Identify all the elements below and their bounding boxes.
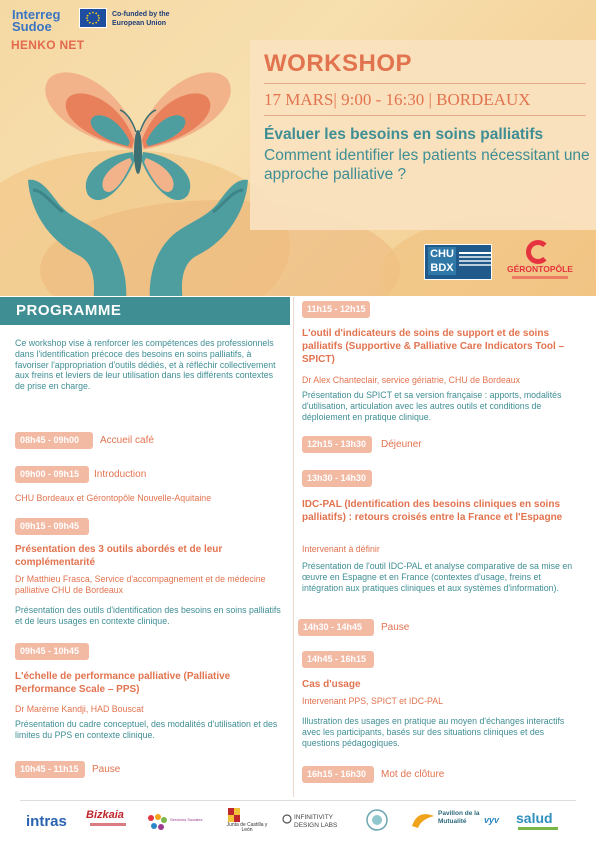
title-card — [250, 40, 596, 230]
chu-logo-mark — [428, 247, 456, 275]
junta-castilla-leon-logo: Junta de Castilla y León — [226, 822, 268, 833]
time-pill: 10h45 - 11h15 — [15, 761, 85, 778]
butterfly-hands-illustration — [8, 40, 268, 296]
time-pill: 09h15 - 09h45 — [15, 518, 89, 535]
pavillon-mutualite-logo: Pavillon de la Mutualité — [438, 810, 480, 825]
vyv-logo: vyv — [484, 815, 500, 825]
salud-logo: salud — [516, 810, 553, 826]
session-description: Présentation du cadre conceptuel, des modalités d'utilisation et des limites du PPS en contexte clinique. — [15, 719, 278, 740]
session-description: Présentation du SPICT et sa version française : apports, modalités d'utilisation, articulation avec les autres outils et conditions de déploiement en pratique clinique. — [302, 390, 562, 422]
bizkaia-logo: Bizkaia — [86, 809, 124, 821]
hero-banner — [0, 0, 596, 296]
session-speaker: Dr Marème Kandji, HAD Bouscat — [15, 704, 144, 714]
infinitivity-icon — [282, 814, 292, 824]
time-pill: 09h00 - 09h15 — [15, 466, 89, 483]
infinitivity-logo: INFINITIVITY DESIGN LABS — [294, 814, 338, 829]
session-speaker: Intervenant à définir — [302, 544, 380, 554]
event-type-heading: WORKSHOP — [264, 50, 412, 77]
session-title: L'échelle de performance palliative (Palliative Performance Scale – PPS) — [15, 671, 231, 695]
gerontopole-subline — [512, 276, 568, 279]
footer-divider — [20, 800, 576, 801]
session-title: Présentation des 3 outils abordés et de leur complémentarité — [15, 544, 223, 568]
session-label: Déjeuner — [381, 439, 422, 450]
chu-bordeaux-logo — [424, 244, 492, 280]
gerontopole-name: GÉRONTOPÔLE — [507, 264, 573, 274]
programme-intro: Ce workshop vise à renforcer les compétences des professionnels dans l'identification précoce des besoins en soins palliatifs, à favoriser l'appropriation d'outils dédiés, et à réfléchir collectivement aux freins et leviers de leur utilisation dans les différents contextes de prise en charge. — [15, 338, 276, 392]
interreg-logo-line1: Interreg — [12, 7, 61, 22]
time-pill: 16h15 - 16h30 — [302, 766, 374, 783]
session-description: Présentation des outils d'identification des besoins en soins palliatifs et de leurs usages en contexte clinique. — [15, 605, 281, 626]
session-title: IDC-PAL (Identification des besoins cliniques en soins palliatifs) : retours croisés entre la France et l'Espagne — [302, 499, 563, 523]
session-speaker: Intervenant PPS, SPICT et IDC-PAL — [302, 696, 443, 706]
project-name: HENKO NET — [11, 38, 85, 52]
time-pill: 14h45 - 16h15 — [302, 651, 374, 668]
session-title: Cas d'usage — [302, 679, 361, 690]
time-pill: 12h15 - 13h30 — [302, 436, 372, 453]
time-pill: 11h15 - 12h15 — [302, 301, 370, 318]
session-speaker: Dr Matthieu Frasca, Service d'accompagnement et de médecine palliative CHU de Bordeaux — [15, 574, 266, 595]
session-description: Présentation de l'outil IDC-PAL et analyse comparative de sa mise en œuvre en Espagne et en France (contextes d'usage, freins et intégration aux pratiques cliniques et aux systèmes d'information). — [302, 561, 573, 593]
chu-logo-subtext — [459, 250, 491, 268]
session-label: Pause — [92, 764, 121, 775]
eu-cofunded-text: Co-funded by the European Union — [112, 11, 170, 27]
round-emblem-logo — [366, 809, 388, 831]
event-title: Évaluer les besoins en soins palliatifs — [264, 126, 544, 143]
event-subtitle: Comment identifier les patients nécessitant une approche palliative ? — [264, 147, 590, 183]
chu-logo-line1: CHU — [430, 248, 454, 260]
divider — [264, 83, 586, 84]
chu-logo-line2: BDX — [430, 262, 454, 274]
session-description: Illustration des usages en pratique au moyen d'échanges interactifs avec les participants, basés sur des situations cliniques et des questions pédagogiques. — [302, 716, 565, 748]
programme-heading-bar — [0, 297, 290, 325]
eu-flag-icon — [79, 8, 107, 28]
servicios-sociales-icon — [146, 812, 168, 832]
interreg-logo-line2: Sudoe — [12, 19, 52, 34]
pavillon-mutualite-icon — [410, 810, 436, 830]
session-speaker: Dr Alex Chanteclair, service gériatrie, CHU de Bordeaux — [302, 375, 521, 385]
intras-logo: intras — [26, 813, 67, 830]
event-date-line: 17 MARS| 9:00 - 16:30 | BORDEAUX — [264, 90, 531, 109]
bizkaia-subline — [90, 823, 126, 826]
divider — [264, 115, 586, 116]
session-label: Mot de clôture — [381, 769, 445, 780]
session-label: Accueil café — [100, 435, 154, 446]
time-pill: 09h45 - 10h45 — [15, 643, 89, 660]
programme-heading: PROGRAMME — [16, 302, 122, 319]
castilla-leon-crest-icon — [228, 808, 240, 822]
session-label: Pause — [381, 622, 410, 633]
time-pill: 08h45 - 09h00 — [15, 432, 93, 449]
session-label: Introduction — [94, 469, 147, 480]
servicios-sociales-logo: Servicios Sociales — [170, 817, 203, 822]
gerontopole-g-icon — [526, 240, 550, 264]
time-pill: 14h30 - 14h45 — [298, 619, 374, 636]
session-speaker: CHU Bordeaux et Gérontopôle Nouvelle-Aquitaine — [15, 493, 212, 503]
session-title: L'outil d'indicateurs de soins de support et de soins palliatifs (Supportive & Palliative Care Indicators Tool – SPICT) — [302, 328, 565, 365]
gerontopole-logo — [500, 240, 580, 286]
time-pill: 13h30 - 14h30 — [302, 470, 372, 487]
column-divider — [293, 297, 294, 797]
salud-subline — [518, 827, 558, 830]
